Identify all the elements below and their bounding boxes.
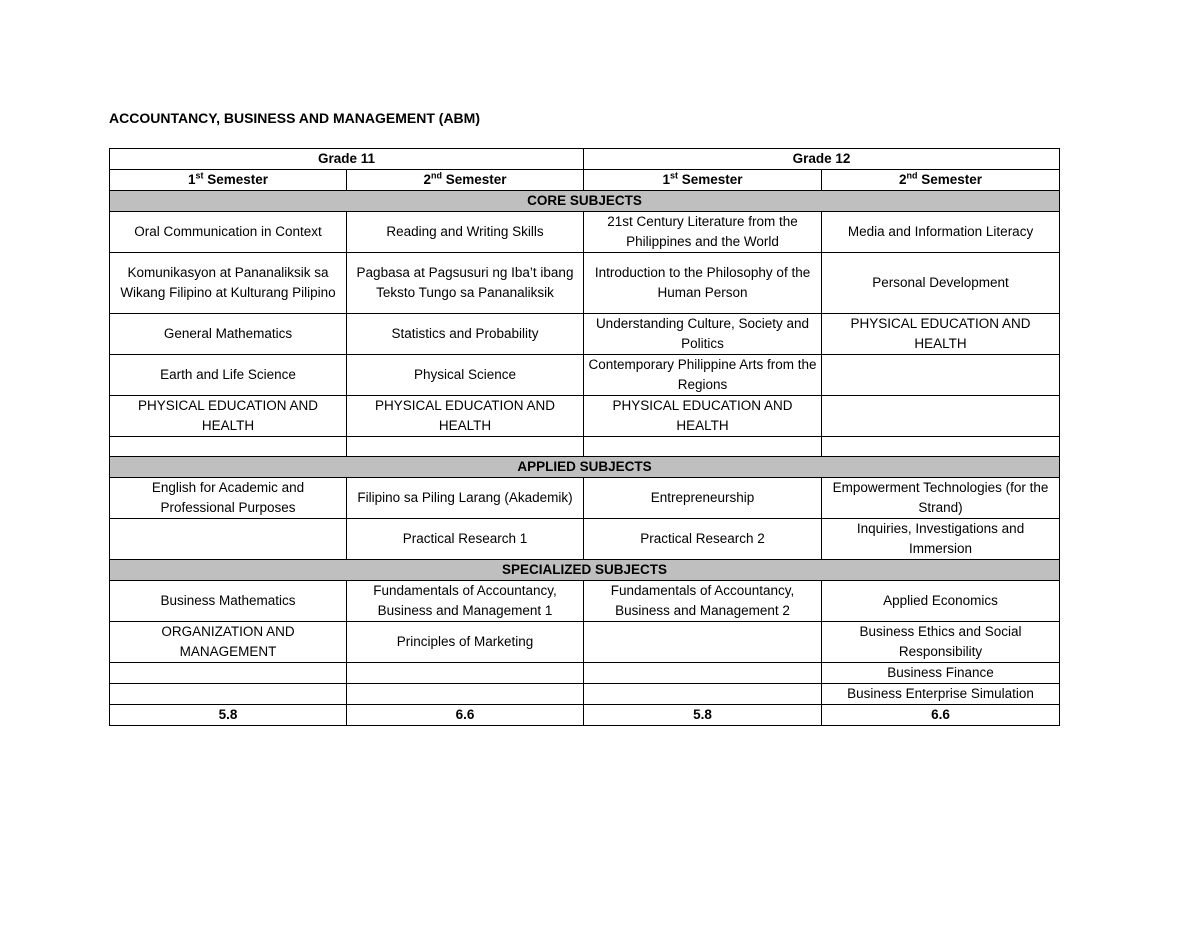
- table-cell: Oral Communication in Context: [110, 212, 347, 253]
- grade-11-header: Grade 11: [110, 149, 584, 170]
- table-cell: Media and Information Literacy: [822, 212, 1060, 253]
- table-cell: Reading and Writing Skills: [347, 212, 584, 253]
- table-cell: [110, 437, 347, 457]
- table-cell: PHYSICAL EDUCATION AND HEALTH: [584, 396, 822, 437]
- table-cell: Business Finance: [822, 663, 1060, 684]
- semester-header: 1st Semester: [584, 170, 822, 191]
- grade-header-row: [110, 149, 1060, 170]
- total-cell: 6.6: [822, 705, 1060, 726]
- total-cell: 5.8: [110, 705, 347, 726]
- table-cell: PHYSICAL EDUCATION AND HEALTH: [822, 314, 1060, 355]
- table-cell: [347, 684, 584, 705]
- semester-header: 1st Semester: [110, 170, 347, 191]
- semester-header: 2nd Semester: [347, 170, 584, 191]
- section-label: SPECIALIZED SUBJECTS: [110, 560, 1060, 581]
- table-cell: Statistics and Probability: [347, 314, 584, 355]
- table-row: [110, 396, 1060, 437]
- table-cell: [110, 519, 347, 560]
- table-cell: Komunikasyon at Pananaliksik sa Wikang Filipino at Kulturang Pilipino: [110, 253, 347, 314]
- total-cell: 6.6: [347, 705, 584, 726]
- table-row: [110, 253, 1060, 314]
- totals-row: [110, 705, 1060, 726]
- section-header-core: [110, 191, 1060, 212]
- table-cell: Entrepreneurship: [584, 478, 822, 519]
- table-cell: Introduction to the Philosophy of the Human Person: [584, 253, 822, 314]
- table-cell: Practical Research 2: [584, 519, 822, 560]
- table-cell: [822, 437, 1060, 457]
- curriculum-table: [109, 148, 1060, 726]
- table-row: [110, 355, 1060, 396]
- table-cell: [822, 355, 1060, 396]
- table-cell: [584, 663, 822, 684]
- table-cell: Empowerment Technologies (for the Strand): [822, 478, 1060, 519]
- table-row: [110, 581, 1060, 622]
- table-cell: Contemporary Philippine Arts from the Regions: [584, 355, 822, 396]
- table-cell: Understanding Culture, Society and Politics: [584, 314, 822, 355]
- table-row: [110, 478, 1060, 519]
- total-cell: 5.8: [584, 705, 822, 726]
- table-cell: Fundamentals of Accountancy, Business and Management 1: [347, 581, 584, 622]
- table-cell: [584, 684, 822, 705]
- table-cell: Principles of Marketing: [347, 622, 584, 663]
- table-cell: Physical Science: [347, 355, 584, 396]
- table-cell: Earth and Life Science: [110, 355, 347, 396]
- table-cell: Applied Economics: [822, 581, 1060, 622]
- table-cell: Pagbasa at Pagsusuri ng Iba’t ibang Teksto Tungo sa Pananaliksik: [347, 253, 584, 314]
- document-title: ACCOUNTANCY, BUSINESS AND MANAGEMENT (ABM): [109, 110, 480, 126]
- table-cell: Business Enterprise Simulation: [822, 684, 1060, 705]
- table-row: [110, 437, 1060, 457]
- section-header-specialized: [110, 560, 1060, 581]
- table-cell: PHYSICAL EDUCATION AND HEALTH: [110, 396, 347, 437]
- table-cell: [110, 684, 347, 705]
- table-cell: [347, 437, 584, 457]
- table-cell: Filipino sa Piling Larang (Akademik): [347, 478, 584, 519]
- table-cell: [584, 622, 822, 663]
- table-cell: Business Ethics and Social Responsibility: [822, 622, 1060, 663]
- table-cell: Practical Research 1: [347, 519, 584, 560]
- table-cell: General Mathematics: [110, 314, 347, 355]
- section-label: APPLIED SUBJECTS: [110, 457, 1060, 478]
- table-cell: 21st Century Literature from the Philippines and the World: [584, 212, 822, 253]
- table-row: [110, 684, 1060, 705]
- table-row: [110, 314, 1060, 355]
- table-cell: PHYSICAL EDUCATION AND HEALTH: [347, 396, 584, 437]
- table-cell: Business Mathematics: [110, 581, 347, 622]
- table-cell: [822, 396, 1060, 437]
- semester-header: 2nd Semester: [822, 170, 1060, 191]
- table-cell: English for Academic and Professional Purposes: [110, 478, 347, 519]
- table-row: [110, 519, 1060, 560]
- table-cell: ORGANIZATION AND MANAGEMENT: [110, 622, 347, 663]
- table-cell: [110, 663, 347, 684]
- table-row: [110, 622, 1060, 663]
- table-cell: [584, 437, 822, 457]
- table-cell: Personal Development: [822, 253, 1060, 314]
- section-header-applied: [110, 457, 1060, 478]
- table-cell: [347, 663, 584, 684]
- table-cell: Inquiries, Investigations and Immersion: [822, 519, 1060, 560]
- section-label: CORE SUBJECTS: [110, 191, 1060, 212]
- grade-12-header: Grade 12: [584, 149, 1060, 170]
- table-cell: Fundamentals of Accountancy, Business and Management 2: [584, 581, 822, 622]
- table-row: [110, 212, 1060, 253]
- table-row: [110, 663, 1060, 684]
- semester-header-row: [110, 170, 1060, 191]
